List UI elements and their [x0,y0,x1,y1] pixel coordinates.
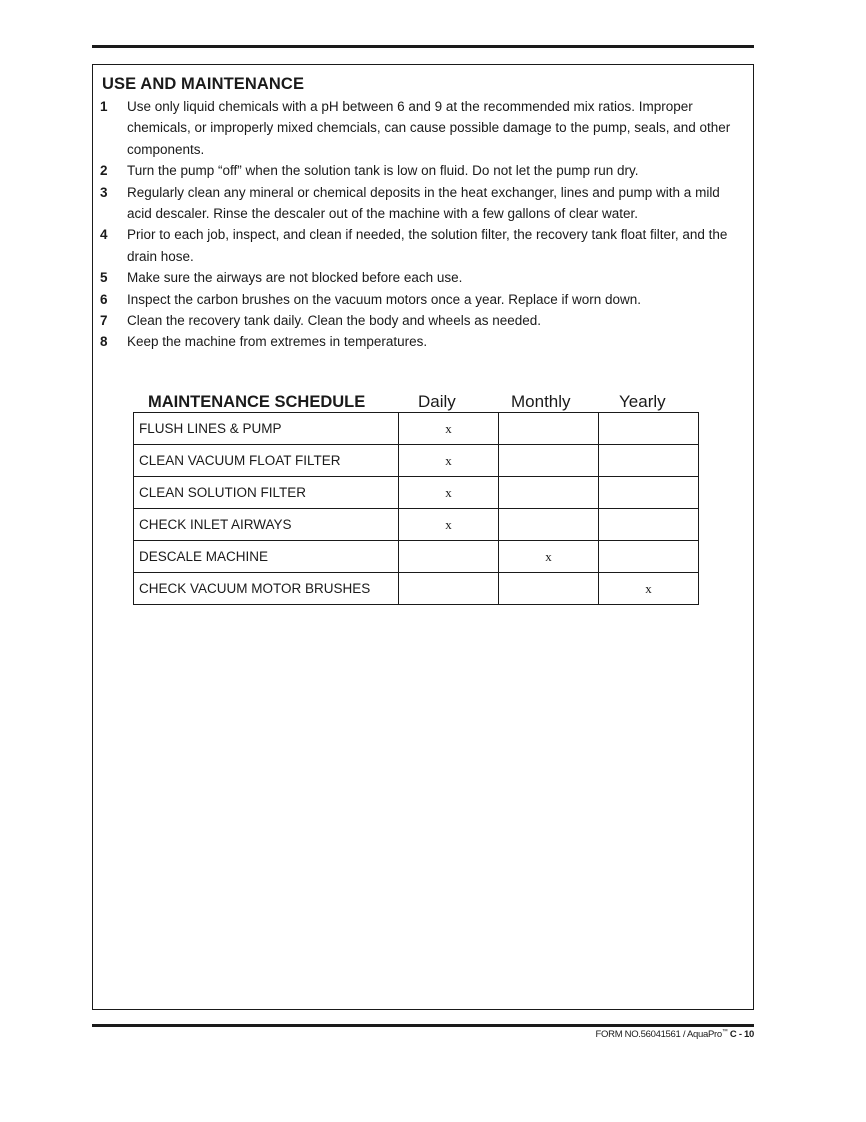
step-item [100,224,740,267]
yearly-cell [599,509,699,541]
task-cell: CHECK INLET AIRWAYS [134,509,399,541]
column-header-daily: Daily [418,392,456,411]
task-cell: CLEAN VACUUM FLOAT FILTER [134,445,399,477]
monthly-cell [499,509,599,541]
step-item [100,96,740,160]
daily-cell: x [399,413,499,445]
content-frame [92,64,754,1010]
step-number: 6 [100,291,108,307]
step-number: 8 [100,334,108,350]
step-number: 1 [100,99,108,114]
form-number: FORM NO.56041561 / AquaPro [595,1029,722,1041]
task-cell: DESCALE MACHINE [134,541,399,573]
section-title: USE AND MAINTENANCE [102,75,305,93]
step-item [100,289,740,310]
step-number: 3 [100,184,108,200]
step-text: Regularly clean any mineral or chemical deposits in the heat exchanger, lines and pump with a mild acid descaler. Rinse the descaler out of the machine with a few gallons of clear water. [127,184,720,222]
monthly-cell [499,445,599,477]
bottom-rule [92,1024,754,1027]
task-cell: FLUSH LINES & PUMP [134,413,399,445]
yearly-cell: x [599,573,699,605]
step-item [100,267,740,288]
step-text: Inspect the carbon brushes on the vacuum motors once a year. Replace if worn down. [127,291,642,307]
yearly-cell [599,541,699,573]
daily-cell: x [399,477,499,509]
monthly-cell: x [499,541,599,573]
schedule-table [133,412,699,605]
page-number: C - 10 [729,1029,754,1041]
yearly-cell [599,477,699,509]
daily-cell: x [399,445,499,477]
step-text: Use only liquid chemicals with a pH between 6 and 9 at the recommended mix ratios. Improper chemicals, or improperly mixed chemcials, can cause possible damage to the pump, seals, and other components. [127,99,731,157]
schedule-title: MAINTENANCE SCHEDULE [148,393,366,411]
daily-cell [399,541,499,573]
maintenance-schedule [133,390,699,605]
page-footer [596,1029,754,1040]
step-item [100,182,740,225]
column-header-yearly: Yearly [619,392,666,411]
step-number: 7 [100,313,108,329]
step-number: 4 [100,227,108,243]
trademark-symbol: ™ [721,1029,728,1035]
step-number: 5 [100,270,108,286]
table-row [134,413,699,445]
table-row [134,477,699,509]
maintenance-steps [100,96,740,353]
column-header-monthly: Monthly [511,392,571,411]
step-item [100,310,740,331]
daily-cell [399,573,499,605]
step-number: 2 [100,163,108,179]
table-row [134,445,699,477]
step-text: Make sure the airways are not blocked before each use. [127,270,463,286]
monthly-cell [499,477,599,509]
table-row [134,573,699,605]
step-item [100,160,740,181]
step-text: Clean the recovery tank daily. Clean the body and wheels as needed. [127,313,542,329]
task-cell: CLEAN SOLUTION FILTER [134,477,399,509]
step-text: Keep the machine from extremes in temperatures. [127,334,428,350]
daily-cell: x [399,509,499,541]
step-text: Prior to each job, inspect, and clean if needed, the solution filter, the recovery tank float filter, and the drain hose. [127,227,728,264]
monthly-cell [499,573,599,605]
table-row [134,509,699,541]
step-item [100,331,740,352]
schedule-header [133,390,699,412]
task-cell: CHECK VACUUM MOTOR BRUSHES [134,573,399,605]
yearly-cell [599,413,699,445]
table-row [134,541,699,573]
monthly-cell [499,413,599,445]
top-rule [92,45,754,48]
step-text: Turn the pump “off” when the solution tank is low on fluid. Do not let the pump run dry. [127,163,639,179]
yearly-cell [599,445,699,477]
